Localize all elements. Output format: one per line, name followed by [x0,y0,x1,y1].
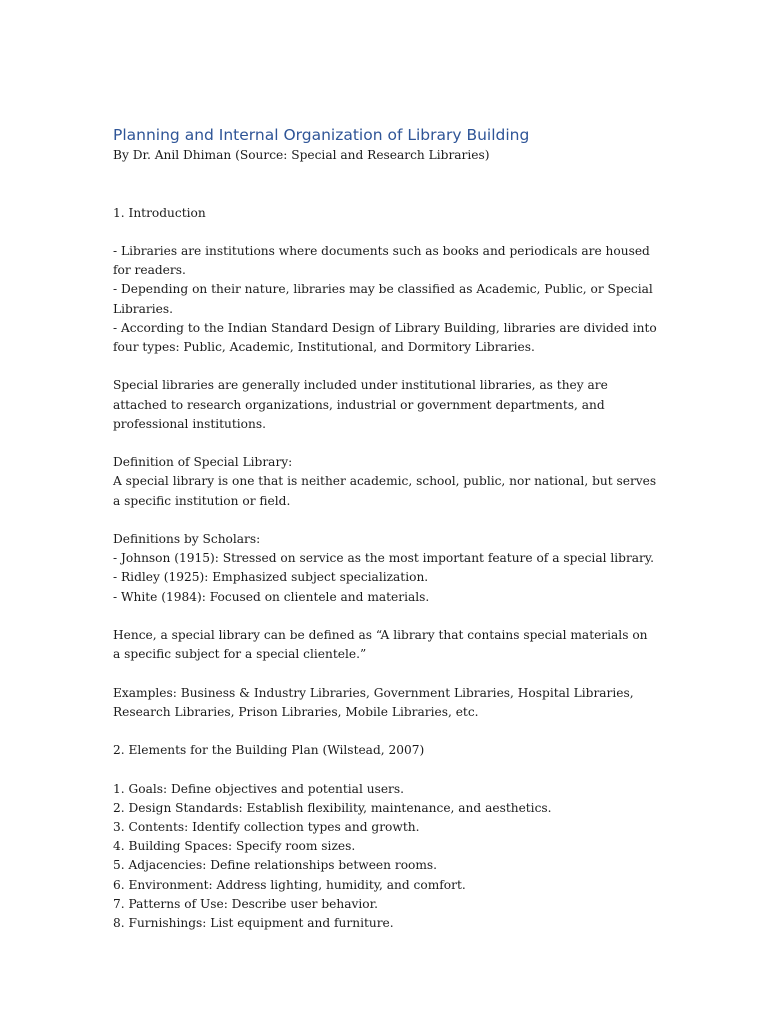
section-heading-introduction: 1. Introduction [113,205,206,220]
scholar-definition: - Johnson (1915): Stressed on service as the most important feature of a special library. [113,551,655,566]
intro-line: - According to the Indian Standard Design of Library Building, libraries are divided into four types: Public, Academic, Institutional, and Dormitory Libraries. [113,320,657,354]
element-item: 5. Adjacencies: Define relationships between rooms. [113,858,438,873]
section-heading-elements: 2. Elements for the Building Plan (Wilstead, 2007) [113,743,425,758]
scholar-definition: - White (1984): Focused on clientele and materials. [113,589,430,604]
hence-paragraph: Hence, a special library can be defined as “A library that contains special materials on a specific subject for a special clientele.” [113,627,648,662]
document-title: Planning and Internal Organization of Library Building [113,126,530,144]
definition-heading: Definition of Special Library: [113,455,293,470]
element-item: 6. Environment: Address lighting, humidity, and comfort. [113,877,466,892]
scholar-definition: - Ridley (1925): Emphasized subject specialization. [113,570,429,585]
special-libraries-paragraph: Special libraries are generally included under institutional libraries, as they are attached to research organizations, industrial or government departments, and professional institutions. [113,378,608,431]
byline: By Dr. Anil Dhiman (Source: Special and Research Libraries) [113,148,490,162]
element-item: 3. Contents: Identify collection types and growth. [113,819,420,834]
element-item: 2. Design Standards: Establish flexibility, maintenance, and aesthetics. [113,800,552,815]
definition-text: A special library is one that is neither academic, school, public, nor national, but serves a specific institution or field. [113,474,657,508]
scholars-heading: Definitions by Scholars: [113,531,261,546]
element-item: 4. Building Spaces: Specify room sizes. [113,839,356,854]
element-item: 7. Patterns of Use: Describe user behavior. [113,896,378,911]
element-item: 1. Goals: Define objectives and potential users. [113,781,404,796]
examples-paragraph: Examples: Business & Industry Libraries, Government Libraries, Hospital Libraries, Research Libraries, Prison Libraries, Mobile Libraries, etc. [113,685,634,719]
intro-line: - Libraries are institutions where documents such as books and periodicals are housed for readers. [113,243,650,278]
element-item: 8. Furnishings: List equipment and furniture. [113,915,394,930]
intro-line: - Depending on their nature, libraries may be classified as Academic, Public, or Special Libraries. [113,282,653,316]
document-body [113,124,658,933]
